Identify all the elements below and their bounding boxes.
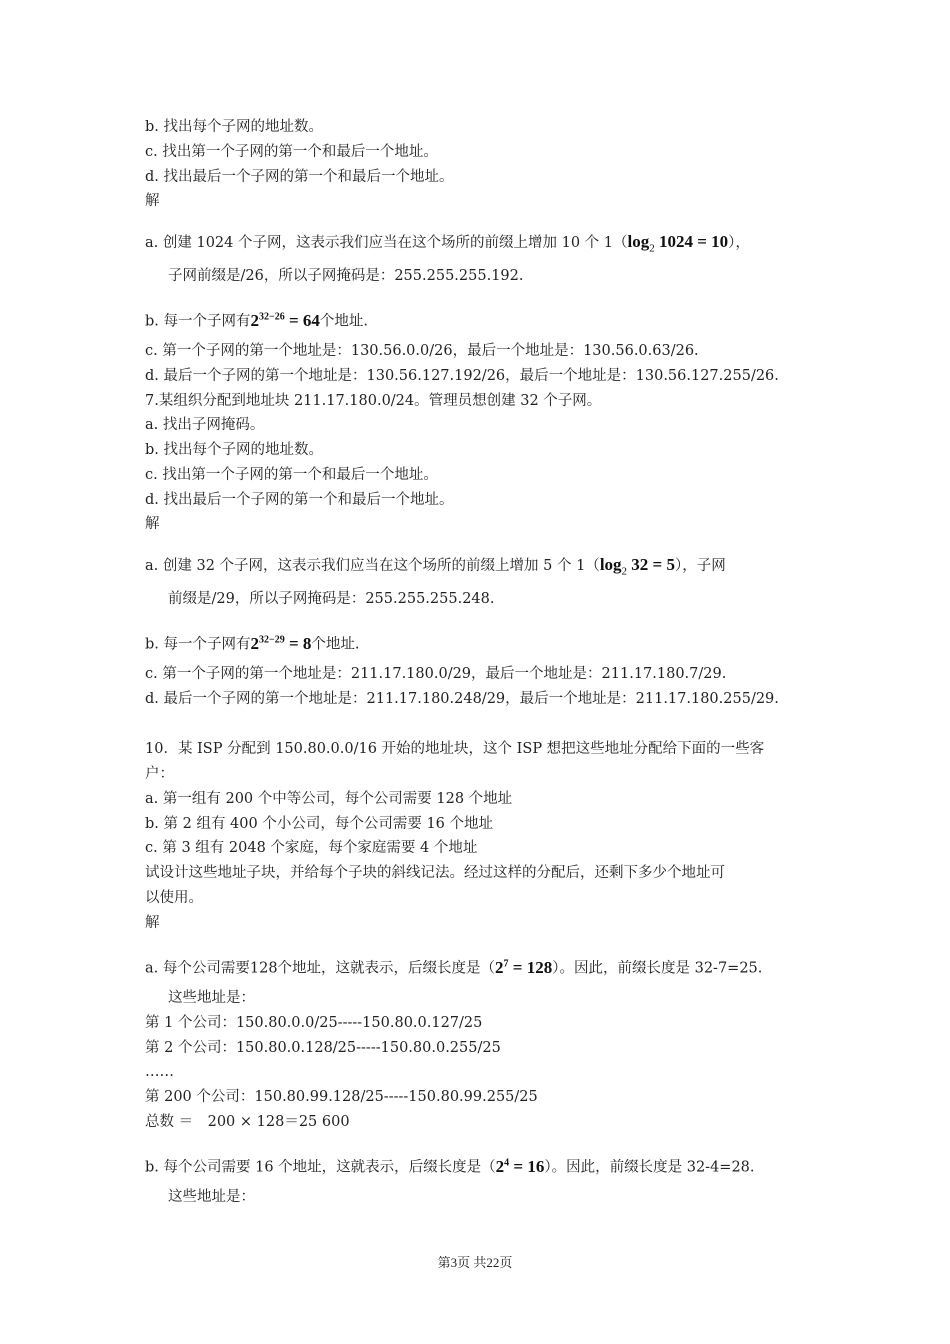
q10-company-200: 第 200 个公司：150.80.99.128/25-----150.80.99.255/25 [145,1089,538,1105]
q10-answer-a-formula [495,958,552,977]
q6-answer-a-text: a. 创建 1024 个子网，这表示我们应当在这个场所的前缀上增加 10 个 1（ [145,235,628,251]
q7-answer-a-post: ），子网 [674,558,726,574]
q6-solution-label: 解 [145,193,160,209]
formula-base: log [599,555,622,574]
q10-answer-b-text: b. 每个公司需要 16 个地址，这就表示，后缀长度是（ [145,1159,496,1176]
q6-answer-a-post: ）， [728,235,750,251]
q7-answer-a-line2: 前缀是/29，所以子网掩码是：255.255.255.248. [168,591,495,607]
q6-answer-b-formula [251,311,320,330]
q7-answer-a-formula [599,555,675,578]
q6-answer-b-post: 个地址. [319,313,368,330]
q6-answer-a-line2: 子网前缀是/26，所以子网掩码是：255.255.255.192. [168,268,524,284]
q10-answer-a-text: a. 每个公司需要128个地址，这就表示，后缀长度是（ [145,960,496,977]
formula-rest: = 64 [284,310,320,330]
q7-answer-b-post: 个地址. [311,636,360,653]
q10-title-line1: 10．某 ISP 分配到 150.80.0.0/16 开始的地址块，这个 ISP 想把这些地址分配给下面的一些客 [145,741,765,757]
q7-item-a: a. 找出子网掩码。 [145,417,265,433]
q10-ellipsis: …… [145,1064,174,1080]
q6-answer-a-formula [627,232,729,255]
q10-answer-a-line2: 这些地址是： [168,990,255,1006]
formula-base: log [627,232,650,251]
formula-superscript: 32−29 [259,634,285,645]
q10-answer-a-post: ）。因此，前缀长度是 32-7=25. [552,960,763,977]
q10-company-2: 第 2 个公司：150.80.0.128/25-----150.80.0.255/25 [145,1040,501,1056]
q10-answer-b [145,1153,755,1178]
formula-rest: = 8 [284,633,312,653]
q10-task-line2: 以使用。 [145,890,203,906]
q7-item-b: b. 找出每个子网的地址数。 [145,442,323,458]
q7-title: 7.某组织分配到地址块 211.17.180.0/24。管理员想创建 32 个子网。 [145,393,602,409]
formula-base: 2 [495,1156,505,1176]
q10-item-b: b. 第 2 组有 400 个小公司，每个公司需要 16 个地址 [145,816,494,832]
formula-rest: = 128 [508,957,553,977]
formula-superscript: 32−26 [259,311,285,322]
formula-base: 2 [250,633,259,653]
q10-total: 总数 ＝ 200 × 128＝25 600 [145,1114,350,1130]
q10-company-1: 第 1 个公司：150.80.0.0/25-----150.80.0.127/25 [145,1015,483,1031]
formula-base: 2 [495,957,504,977]
q6-answer-b-text: b. 每一个子网有 [145,313,251,330]
q6-item-d: d. 找出最后一个子网的第一个和最后一个地址。 [145,169,454,185]
q7-item-d: d. 找出最后一个子网的第一个和最后一个地址。 [145,492,454,508]
formula-rest: 1024 = 10 [654,232,729,251]
q10-answer-b-formula [496,1157,545,1176]
q6-item-c: c. 找出第一个子网的第一个和最后一个地址。 [145,144,438,160]
q6-item-b: b. 找出每个子网的地址数。 [145,119,323,135]
q7-answer-c: c. 第一个子网的第一个地址是：211.17.180.0/29，最后一个地址是：211.17.180.7/29. [145,666,727,682]
q7-answer-a-text: a. 创建 32 个子网，这表示我们应当在这个场所的前缀上增加 5 个 1（ [145,558,600,574]
q10-task-line1: 试设计这些地址子块，并给每个子块的斜线记法。经过这样的分配后，还剩下多少个地址可 [145,865,725,881]
formula-subscript: 2 [621,565,628,578]
q10-answer-a [145,954,762,979]
formula-rest: 32 = 5 [627,555,675,574]
q6-answer-c: c. 第一个子网的第一个地址是：130.56.0.0/26，最后一个地址是：130.56.0.63/26. [145,343,699,359]
formula-superscript: 7 [503,958,509,969]
q10-title-line2: 户： [145,766,174,782]
q6-answer-d: d. 最后一个子网的第一个地址是：130.56.127.192/26，最后一个地址是：130.56.127.255/26. [145,368,779,384]
q10-solution-label: 解 [145,915,160,931]
q7-answer-b-text: b. 每一个子网有 [145,636,251,653]
q7-answer-d: d. 最后一个子网的第一个地址是：211.17.180.248/29，最后一个地址是：211.17.180.255/29. [145,691,779,707]
q10-answer-b-line2: 这些地址是： [168,1189,255,1205]
formula-superscript: 4 [504,1157,510,1168]
formula-rest: = 16 [509,1156,545,1176]
q7-answer-a [145,555,726,581]
q10-answer-b-post: ）。因此，前缀长度是 32-4=28. [544,1159,755,1176]
q7-item-c: c. 找出第一个子网的第一个和最后一个地址。 [145,467,438,483]
q10-item-c: c. 第 3 组有 2048 个家庭，每个家庭需要 4 个地址 [145,840,478,856]
q6-answer-a [145,232,750,258]
formula-subscript: 2 [649,242,655,255]
formula-base: 2 [250,310,259,330]
q7-solution-label: 解 [145,516,160,532]
q7-answer-b [145,630,360,655]
q7-answer-b-formula [251,634,312,653]
page-footer: 第3页 共22页 [437,1255,513,1270]
q6-answer-b [145,307,368,332]
q10-item-a: a. 第一组有 200 个中等公司，每个公司需要 128 个地址 [145,791,513,807]
